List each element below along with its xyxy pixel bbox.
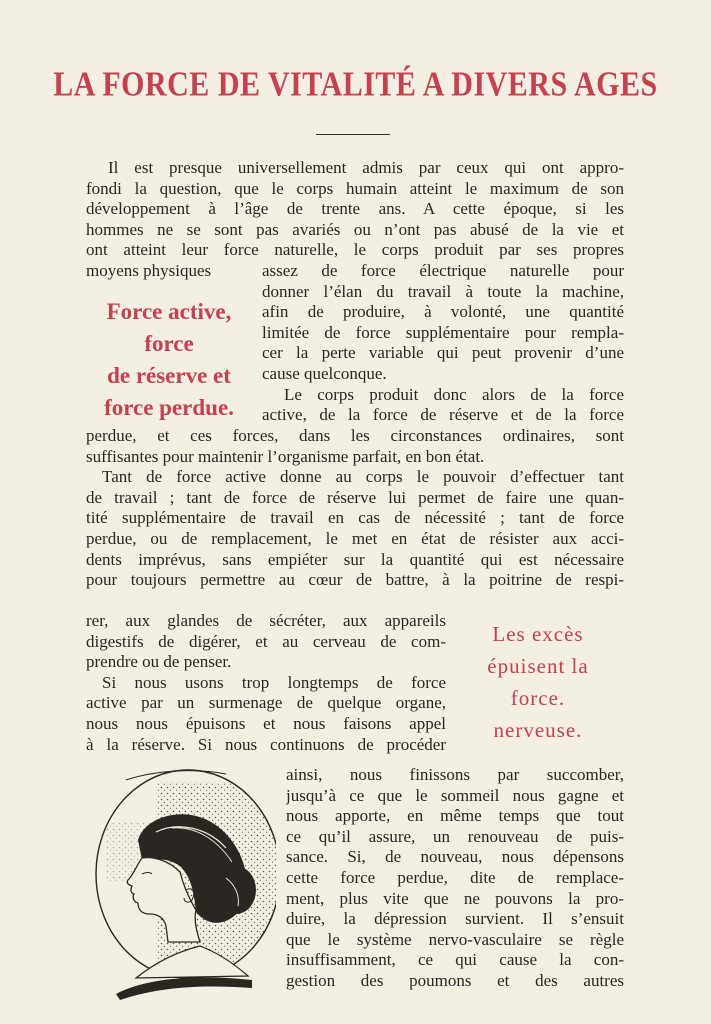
text-line: active par un surmenage de quelque organe,: [86, 693, 446, 713]
text-line: Si nous usons trop longtemps de force: [102, 672, 446, 692]
text-line: perdue, ou de remplacement, le met en état de résister aux acci-: [86, 528, 624, 548]
text-line: limitée de force supplémentaire pour rempla-: [262, 322, 624, 342]
text-line: rer, aux glandes de sécréter, aux appareils: [86, 611, 446, 630]
paragraph-block-4: [86, 611, 446, 755]
text-line: afin de produire, à volonté, une quantité: [262, 302, 624, 322]
margin-note-left: [82, 296, 256, 424]
text-line: de travail ; tant de force de réserve lui permet de faire une quan-: [86, 487, 624, 507]
text-line: cause quelconque.: [262, 363, 387, 383]
woman-portrait-illustration: [76, 762, 276, 1002]
margin-note-line: force perdue.: [104, 395, 234, 420]
margin-note-line: Les excès: [492, 622, 584, 646]
text-line: prendre ou de penser.: [86, 652, 232, 672]
title-divider: [316, 134, 390, 135]
text-line: développement à l’âge de trente ans. A cette époque, si les: [86, 199, 624, 219]
text-line: digestifs de digérer, et au cerveau de com-: [86, 631, 446, 651]
paragraph-block-2: [262, 261, 624, 426]
text-line: suffisantes pour maintenir l’organisme parfait, en bon état.: [86, 446, 485, 466]
text-line: ce qu’il assure, un renouveau de puis-: [286, 826, 624, 846]
text-line: cette force perdue, dite de remplace-: [286, 867, 624, 887]
margin-note-line: Force active,: [106, 299, 232, 324]
text-line: fondi la question, que le corps humain atteint le maximum de son: [86, 178, 624, 198]
text-line: Il est presque universellement admis par ceux qui ont appro-: [108, 158, 624, 177]
text-line: dents imprévus, sans empiéter sur la quantité qui est nécessaire: [86, 549, 624, 569]
paragraph-fragment: [86, 261, 256, 282]
margin-note-line: nerveuse.: [493, 718, 583, 742]
text-line: ont atteint leur force naturelle, le corps produit par ses propres: [86, 240, 624, 260]
text-line: ainsi, nous finissons par succomber,: [286, 765, 624, 784]
text-line: nous nous épuisons et nous faisons appel: [86, 713, 446, 733]
margin-note-line: de réserve et: [107, 363, 231, 388]
text-line: tité supplémentaire de travail en cas de nécessité ; tant de force: [86, 508, 624, 528]
paragraph-block-5: [286, 765, 624, 992]
text-line: insuffisamment, ce qui cause la con-: [286, 950, 624, 970]
text-line: que le système nervo-vasculaire se règle: [286, 929, 624, 949]
text-line: moyens physiques: [86, 261, 212, 280]
text-line: sance. Si, de nouveau, nous dépensons: [286, 847, 624, 867]
text-line: à la réserve. Si nous continuons de procéder: [86, 734, 446, 754]
text-line: Tant de force active donne au corps le pouvoir d’effectuer tant: [102, 467, 624, 487]
text-line: Le corps produit donc alors de la force: [284, 384, 624, 404]
text-line: active, de la force de réserve et de la force: [262, 405, 624, 425]
text-line: ment, plus vite que ne pouvons la pro-: [286, 888, 624, 908]
paragraph-block-3: [86, 426, 624, 591]
text-line: hommes ne se sont pas avariés ou n’ont pas abusé de la vie et: [86, 219, 624, 239]
margin-note-right: [468, 618, 608, 746]
margin-note-line: force.: [510, 686, 566, 710]
margin-note-line: épuisent la: [487, 654, 589, 678]
margin-note-line: force: [144, 331, 194, 356]
text-line: cer la perte variable qui peut provenir d’une: [262, 343, 624, 363]
text-line: perdue, et ces forces, dans les circonstances ordinaires, sont: [86, 426, 624, 445]
text-line: duire, la dépression survient. Il s’ensuit: [286, 909, 624, 929]
paragraph-block-1: [86, 158, 624, 261]
text-line: gestion des poumons et des autres: [286, 970, 624, 990]
text-line: pour toujours permettre au cœur de battre, à la poitrine de respi-: [86, 570, 624, 590]
text-line: jusqu’à ce que le sommeil nous gagne et: [286, 785, 624, 805]
text-line: nous apporte, en même temps que tout: [286, 806, 624, 826]
text-line: assez de force électrique naturelle pour: [262, 261, 624, 280]
text-line: donner l’élan du travail à toute la machine,: [262, 281, 624, 301]
page-title: LA FORCE DE VITALITÉ A DIVERS AGES: [53, 65, 658, 104]
